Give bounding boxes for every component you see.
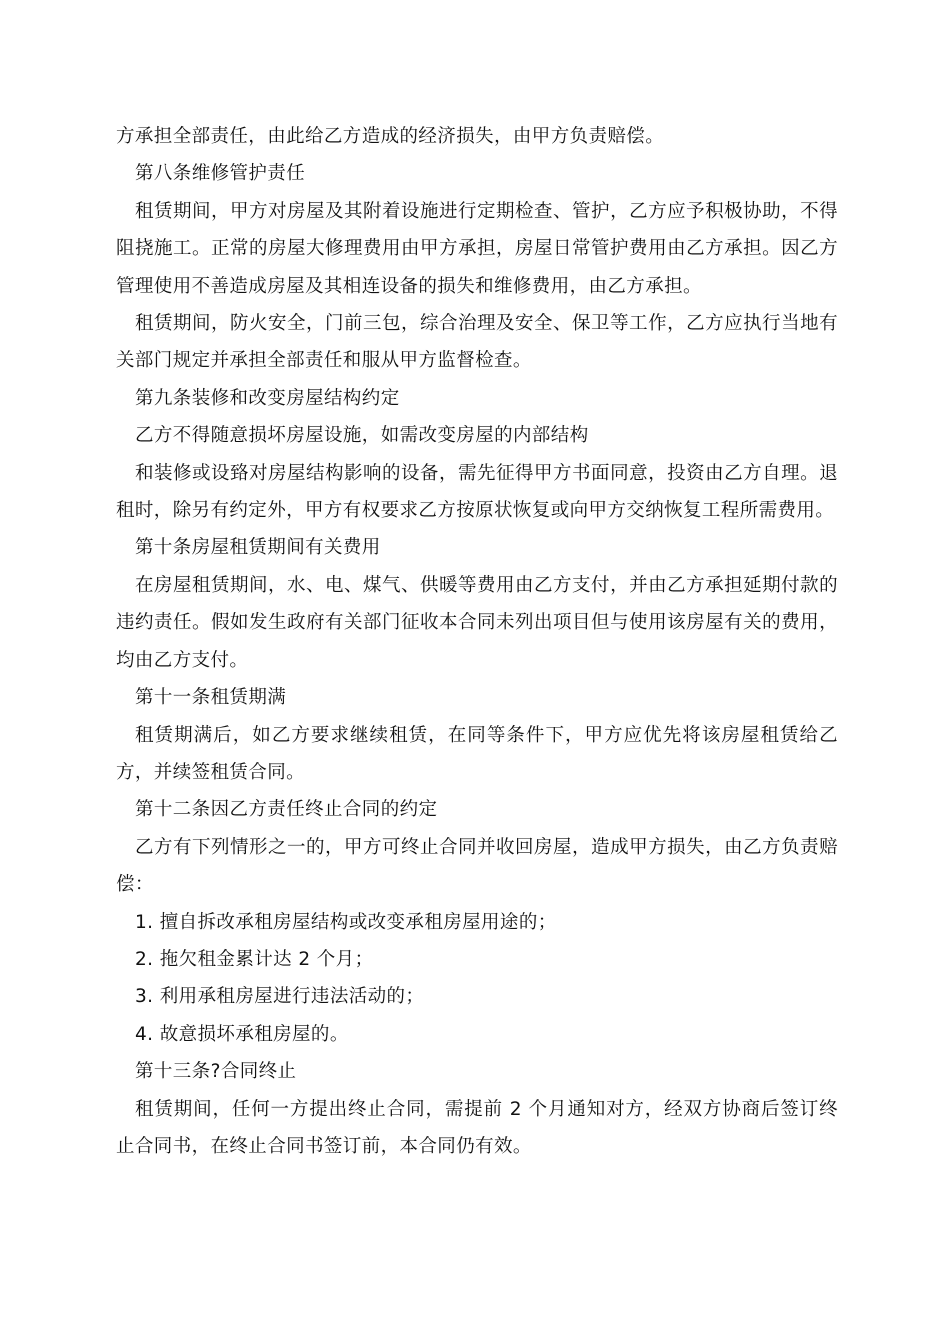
article-13-paragraph: 租赁期间，任何一方提出终止合同，需提前 2 个月通知对方，经双方协商后签订终止合同书，在终止合同书签订前，本合同仍有效。 [116, 1098, 838, 1157]
article-10-heading: 第十条房屋租赁期间有关费用 [135, 537, 381, 559]
article-8-heading: 第八条维修管护责任 [135, 163, 306, 185]
article-8-paragraph-2: 租赁期间，防火安全，门前三包，综合治理及安全、保卫等工作，乙方应执行当地有关部门规定并承担全部责任和服从甲方监督检查。 [116, 313, 838, 372]
article-9-heading: 第九条装修和改变房屋结构约定 [135, 387, 400, 409]
article-13-heading: 第十三条?合同终止 [135, 1061, 297, 1083]
document-body [116, 118, 838, 1165]
article-8-paragraph-1: 租赁期间，甲方对房屋及其附着设施进行定期检查、管护，乙方应予积极协助，不得阻挠施工。正常的房屋大修理费用由甲方承担，房屋日常管护费用由乙方承担。因乙方管理使用不善造成房屋及其相连设备的损失和维修费用，由乙方承担。 [116, 200, 838, 297]
article-12-item-3: 3. 利用承租房屋进行违法活动的； [135, 986, 425, 1008]
article-12-heading: 第十二条因乙方责任终止合同的约定 [135, 799, 438, 821]
article-9-paragraph-2: 和装修或设臵对房屋结构影响的设备，需先征得甲方书面同意，投资由乙方自理。退租时，除另有约定外，甲方有权要求乙方按原状恢复或向甲方交纳恢复工程所需费用。 [116, 462, 838, 522]
article-12-item-1: 1. 擅自拆改承租房屋结构或改变承租房屋用途的； [135, 911, 557, 933]
article-12-item-4: 4. 故意损坏承租房屋的。 [135, 1023, 349, 1045]
paragraph-continuation: 方承担全部责任，由此给乙方造成的经济损失，由甲方负责赔偿。 [116, 126, 665, 147]
article-12-item-2: 2. 拖欠租金累计达 2 个月； [135, 948, 374, 970]
article-11-heading: 第十一条租赁期满 [135, 687, 287, 709]
article-11-paragraph: 租赁期满后，如乙方要求继续租赁，在同等条件下，甲方应优先将该房屋租赁给乙方，并续签租赁合同。 [116, 724, 838, 783]
article-9-paragraph-1: 乙方不得随意损坏房屋设施，如需改变房屋的内部结构 [135, 425, 589, 447]
article-10-paragraph: 在房屋租赁期间，水、电、煤气、供暖等费用由乙方支付，并由乙方承担延期付款的违约责任。假如发生政府有关部门征收本合同未列出项目但与使用该房屋有关的费用，均由乙方支付。 [116, 574, 838, 671]
article-12-paragraph: 乙方有下列情形之一的，甲方可终止合同并收回房屋，造成甲方损失，由乙方负责赔偿： [116, 836, 838, 896]
